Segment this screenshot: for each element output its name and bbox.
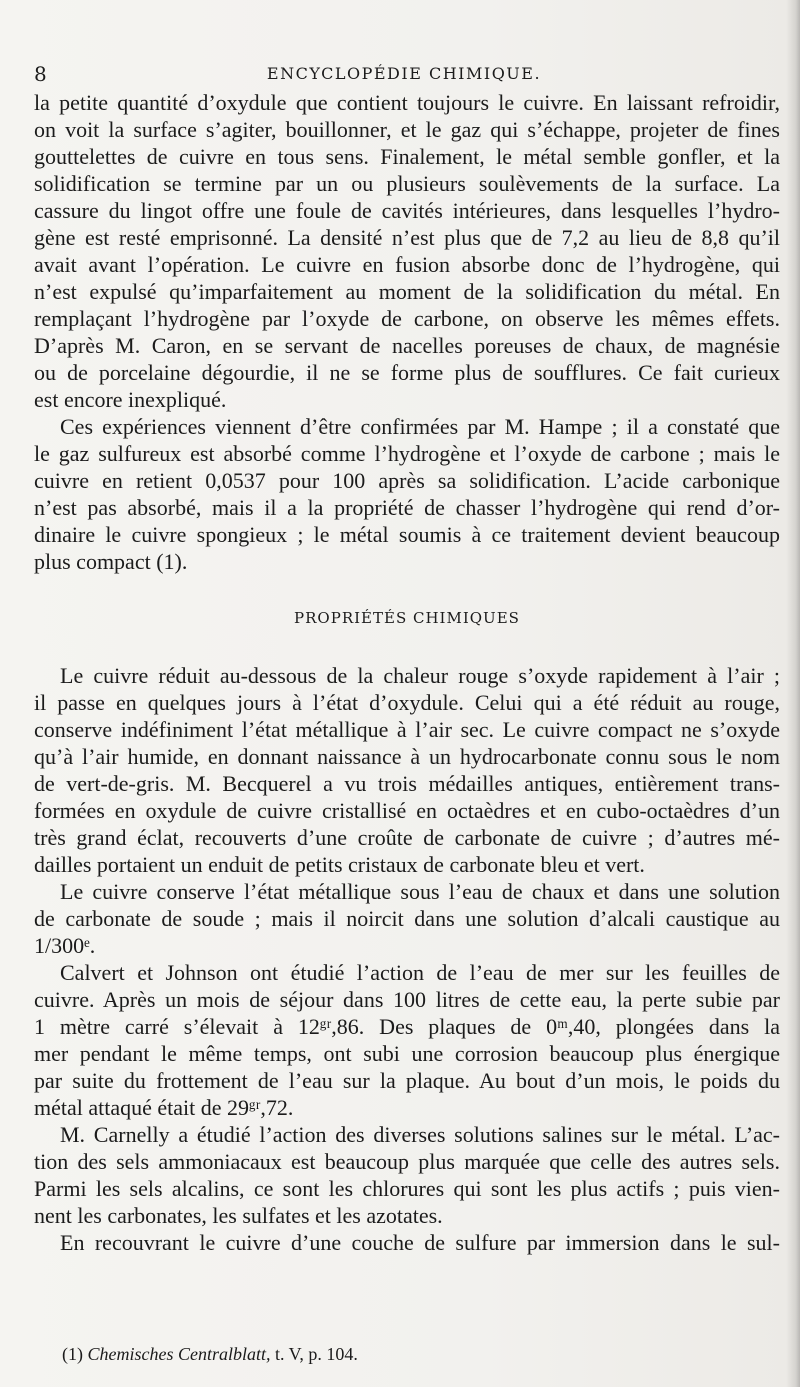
text-line: métal attaqué était de 29ᵍʳ,72. bbox=[34, 1095, 294, 1120]
text-line: on voit la surface s’agiter, bouillonner, et le gaz qui s’échappe, projeter de fines bbox=[34, 117, 780, 142]
text-line: conserve indéfiniment l’état métallique à l’air sec. Le cuivre compact ne s’oxyde bbox=[34, 717, 780, 742]
text-line: En recouvrant le cuivre d’une couche de sulfure par immersion dans le sul- bbox=[60, 1230, 780, 1255]
text-line: cuivre. Après un mois de séjour dans 100 litres de cette eau, la perte subie par bbox=[34, 987, 780, 1012]
footnote-title: Chemisches Centralblatt, bbox=[87, 1344, 271, 1364]
footnote-rest: t. V, p. 104. bbox=[275, 1344, 358, 1364]
text-line: D’après M. Caron, en se servant de nacelles poreuses de chaux, de magnésie bbox=[34, 333, 780, 358]
text-line: solidification se termine par un ou plusieurs soulèvements de la surface. La bbox=[34, 171, 780, 196]
body-text bbox=[34, 89, 780, 1256]
text-line: est encore inexpliqué. bbox=[34, 387, 227, 412]
text-line: mer pendant le même temps, ont subi une corrosion beaucoup plus énergique bbox=[34, 1041, 780, 1066]
running-head: ENCYCLOPÉDIE CHIMIQUE. bbox=[266, 64, 542, 83]
page-edge-shadow bbox=[786, 0, 800, 1387]
text-line: par suite du frottement de l’eau sur la plaque. Au bout d’un mois, le poids du bbox=[34, 1068, 780, 1093]
section-heading: PROPRIÉTÉS CHIMIQUES bbox=[294, 609, 520, 627]
text-line: ou de porcelaine dégourdie, il ne se forme plus de soufflures. Ce fait curieux bbox=[34, 360, 780, 385]
body-paragraphs-bottom bbox=[34, 662, 780, 1256]
text-line: nent les carbonates, les sulfates et les azotates. bbox=[34, 1203, 443, 1228]
text-line: plus compact (1). bbox=[34, 549, 188, 574]
text-line: cassure du lingot offre une foule de cavités intérieures, dans lesquelles l’hydro- bbox=[34, 198, 780, 223]
text-line: dailles portaient un enduit de petits cristaux de carbonate bleu et vert. bbox=[34, 852, 645, 877]
text-line: 1 mètre carré s’élevait à 12ᵍʳ,86. Des plaques de 0ᵐ,40, plongées dans la bbox=[34, 1014, 780, 1039]
text-line: il passe en quelques jours à l’état d’oxydule. Celui qui a été réduit au rouge, bbox=[34, 690, 780, 715]
text-line: formées en oxydule de cuivre cristallisé en octaèdres et en cubo-octaèdres d’un bbox=[34, 798, 780, 823]
text-line: avait avant l’opération. Le cuivre en fusion absorbe donc de l’hydrogène, qui bbox=[34, 252, 780, 277]
text-line: de vert-de-gris. M. Becquerel a vu trois médailles antiques, entièrement trans- bbox=[34, 771, 780, 796]
text-line: Calvert et Johnson ont étudié l’action de l’eau de mer sur les feuilles de bbox=[60, 960, 780, 985]
text-line: la petite quantité d’oxydule que contient toujours le cuivre. En laissant refroidir, bbox=[34, 90, 780, 115]
text-line: très grand éclat, recouverts d’une croûte de carbonate de cuivre ; d’autres mé- bbox=[34, 825, 780, 850]
text-line: Ces expériences viennent d’être confirmées par M. Hampe ; il a constaté que bbox=[60, 414, 780, 439]
text-line: 1/300ᵉ. bbox=[34, 933, 96, 958]
text-line: cuivre en retient 0,0537 pour 100 après sa solidification. L’acide carbonique bbox=[34, 468, 780, 493]
text-line: tion des sels ammoniacaux est beaucoup plus marquée que celle des autres sels. bbox=[34, 1149, 780, 1174]
text-line: Le cuivre conserve l’état métallique sous l’eau de chaux et dans une solution bbox=[60, 879, 780, 904]
text-line: Parmi les sels alcalins, ce sont les chlorures qui sont les plus actifs ; puis vien- bbox=[34, 1176, 780, 1201]
footnote bbox=[62, 1343, 358, 1365]
page-header bbox=[34, 62, 774, 86]
text-line: n’est pas absorbé, mais il a la propriété de chasser l’hydrogène qui rend d’or- bbox=[34, 495, 780, 520]
text-line: remplaçant l’hydrogène par l’oxyde de carbone, on observe les mêmes effets. bbox=[34, 306, 780, 331]
text-line: gène est resté emprisonné. La densité n’est plus que de 7,2 au lieu de 8,8 qu’il bbox=[34, 225, 780, 250]
text-line: le gaz sulfureux est absorbé comme l’hydrogène et l’oxyde de carbone ; mais le bbox=[34, 441, 780, 466]
text-line: qu’à l’air humide, en donnant naissance à un hydrocarbonate connu sous le nom bbox=[34, 744, 780, 769]
text-line: gouttelettes de cuivre en tous sens. Finalement, le métal semble gonfler, et la bbox=[34, 144, 780, 169]
footnote-ref: (1) bbox=[62, 1344, 83, 1364]
text-line: n’est expulsé qu’imparfaitement au moment de la solidification du métal. En bbox=[34, 279, 780, 304]
text-line: Le cuivre réduit au-dessous de la chaleur rouge s’oxyde rapidement à l’air ; bbox=[60, 663, 780, 688]
body-paragraphs-top bbox=[34, 89, 780, 575]
text-line: M. Carnelly a étudié l’action des diverses solutions salines sur le métal. L’ac- bbox=[60, 1122, 780, 1147]
page-number: 8 bbox=[34, 62, 47, 86]
text-line: de carbonate de soude ; mais il noircit dans une solution d’alcali caustique au bbox=[34, 906, 780, 931]
text-line: dinaire le cuivre spongieux ; le métal soumis à ce traitement devient beaucoup bbox=[34, 522, 780, 547]
